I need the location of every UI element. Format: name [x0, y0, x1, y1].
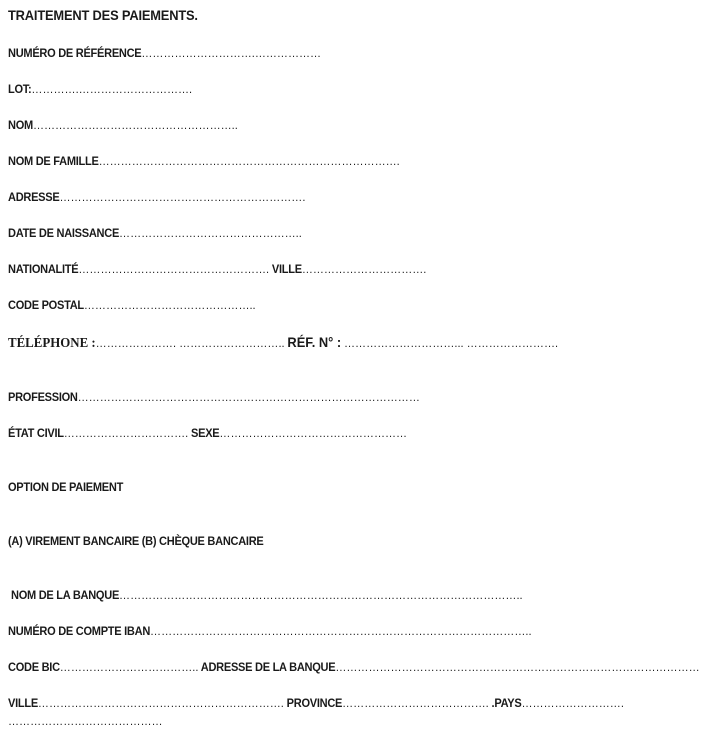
date-naissance-label: DATE DE NAISSANCE: [8, 226, 120, 240]
bic-label: CODE BIC: [8, 660, 60, 674]
lot-label: LOT:: [8, 82, 32, 96]
continuation-dots[interactable]: ……………………………………: [8, 714, 163, 728]
etat-civil-blank[interactable]: …………………………….: [63, 426, 189, 440]
payment-options: (A) VIREMENT BANCAIRE (B) CHÈQUE BANCAIRE: [8, 534, 264, 548]
adresse-field: [8, 190, 305, 204]
nom-label: NOM: [8, 118, 33, 132]
adresse-banque-label: ADRESSE DE LA BANQUE: [200, 660, 336, 674]
date-naissance-field: [8, 226, 302, 240]
ville-label: VILLE: [271, 262, 302, 276]
adresse-blank[interactable]: ………………………………………………………….: [59, 190, 306, 204]
nom-banque-blank[interactable]: ………………………………………………………………………………………………..: [119, 588, 523, 602]
nationalite-ville-row: [8, 262, 426, 276]
code-postal-label: CODE POSTAL: [8, 298, 84, 312]
telephone-blank[interactable]: …………………. ………………………..: [95, 336, 285, 350]
nom-famille-blank[interactable]: ……………………………………………………………………….: [98, 154, 400, 168]
pays-blank[interactable]: ……………………….: [521, 696, 624, 710]
reference-field: [8, 46, 321, 60]
iban-label: NUMÉRO DE COMPTE IBAN: [8, 624, 151, 638]
iban-blank[interactable]: …………………………………………………………………………………………..: [150, 624, 532, 638]
continuation-blank[interactable]: [8, 714, 163, 728]
adresse-banque-blank[interactable]: ………………………………………………………………………………………: [335, 660, 700, 674]
ref-no-label: RÉF. N° :: [287, 334, 342, 350]
telephone-label: TÉLÉPHONE :: [8, 336, 96, 351]
reference-blank[interactable]: ………………………….………………: [141, 46, 322, 60]
lot-field: [8, 82, 192, 96]
lot-blank[interactable]: ………….………………………….: [31, 82, 193, 96]
bank-ville-blank[interactable]: ………………………………………………………….: [37, 696, 284, 710]
nom-banque-label: NOM DE LA BANQUE: [11, 588, 120, 602]
iban-field: [8, 624, 532, 638]
profession-blank[interactable]: …………………………………………………………………………………: [77, 390, 420, 404]
nationalite-blank[interactable]: …………………………………………….: [78, 262, 270, 276]
telephone-ref-row: [8, 334, 558, 352]
pays-label: .PAYS: [491, 696, 522, 710]
sexe-blank[interactable]: ……………………………………………: [219, 426, 408, 440]
form-title: TRAITEMENT DES PAIEMENTS.: [8, 7, 198, 23]
code-postal-field: [8, 298, 256, 312]
nom-blank[interactable]: ………………………………………………..: [32, 118, 238, 132]
adresse-label: ADRESSE: [8, 190, 60, 204]
nom-banque-field: [11, 588, 523, 602]
ville-province-pays-row: [8, 696, 624, 710]
code-postal-blank[interactable]: ………………………………………..: [83, 298, 256, 312]
date-naissance-blank[interactable]: …………………………………………..: [119, 226, 302, 240]
bank-ville-label: VILLE: [8, 696, 38, 710]
nom-famille-field: [8, 154, 400, 168]
profession-label: PROFESSION: [8, 390, 78, 404]
etat-civil-label: ÉTAT CIVIL: [8, 426, 64, 440]
profession-field: [8, 390, 420, 404]
reference-label: NUMÉRO DE RÉFÉRENCE: [8, 46, 142, 60]
bic-adresse-row: [8, 660, 700, 674]
payment-option-heading: OPTION DE PAIEMENT: [8, 480, 124, 494]
nom-famille-label: NOM DE FAMILLE: [8, 154, 99, 168]
nom-field: [8, 118, 238, 132]
sexe-label: SEXE: [191, 426, 220, 440]
nationalite-label: NATIONALITÉ: [8, 262, 79, 276]
ville-blank[interactable]: …………………………….: [301, 262, 427, 276]
province-blank[interactable]: ………………………………….: [342, 696, 489, 710]
bic-blank[interactable]: ………………………………..: [59, 660, 199, 674]
ref-no-blank[interactable]: …………………………... …………………….: [344, 336, 559, 350]
etat-civil-sexe-row: [8, 426, 407, 440]
province-label: PROVINCE: [286, 696, 343, 710]
